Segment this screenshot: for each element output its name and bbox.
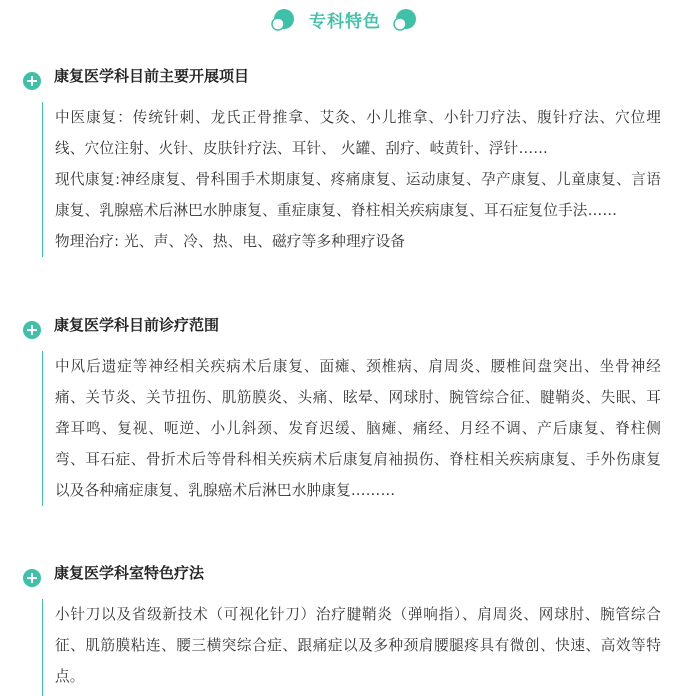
paragraph: 现代康复:神经康复、骨科围手术期康复、疼痛康复、运动康复、孕产康复、儿童康复、言语康复、乳腺癌术后淋巴水肿康复、重症康复、脊柱相关疾病康复、耳石症复位手法…… xyxy=(55,171,661,219)
section-body xyxy=(42,599,661,696)
paragraph: 物理治疗: 光、声、冷、热、电、磁疗等多种理疗设备 xyxy=(55,233,406,250)
section-header xyxy=(0,561,688,587)
section-body xyxy=(42,351,661,506)
section-title: 康复医学科目前主要开展项目 xyxy=(54,67,250,85)
leaf-circle-icon xyxy=(269,6,297,32)
section-body xyxy=(42,102,661,257)
paragraph: 小针刀以及省级新技术（可视化针刀）治疗腱鞘炎（弹响指）、肩周炎、网球肘、腕管综合征、肌筋膜粘连、腰三横突综合症、跟痛症以及多种颈肩腰腿疼具有微创、快速、高效等特点。 xyxy=(55,606,661,685)
section-header xyxy=(0,313,688,339)
page-header xyxy=(0,4,688,34)
plus-circle-icon xyxy=(22,71,42,91)
plus-circle-icon xyxy=(22,568,42,588)
page-title: 专科特色 xyxy=(309,11,381,32)
plus-circle-icon xyxy=(22,320,42,340)
paragraph: 中医康复：传统针刺、龙氏正骨推拿、艾灸、小儿推拿、小针刀疗法、腹针疗法、穴位埋线、穴位注射、火针、皮肤针疗法、耳针、 火罐、刮疗、岐黄针、浮针…… xyxy=(55,109,661,157)
leaf-circle-icon xyxy=(391,6,419,32)
section-title: 康复医学科目前诊疗范围 xyxy=(54,316,220,334)
paragraph: 中风后遗症等神经相关疾病术后康复、面瘫、颈椎病、肩周炎、腰椎间盘突出、坐骨神经痛、关节炎、关节扭伤、肌筋膜炎、头痛、眩晕、网球肘、腕管综合征、腱鞘炎、失眠、耳聋耳鸣、复视、呃逆、小儿斜颈、发育迟缓、脑瘫、痛经、月经不调、产后康复、脊柱侧弯、耳石症、骨折术后等骨科相关疾病术后康复肩袖损伤、脊柱相关疾病康复、手外伤康复以及各种痛症康复、乳腺癌术后淋巴水肿康复……… xyxy=(55,358,661,499)
section-header xyxy=(0,64,688,90)
section-title: 康复医学科室特色疗法 xyxy=(54,564,205,582)
